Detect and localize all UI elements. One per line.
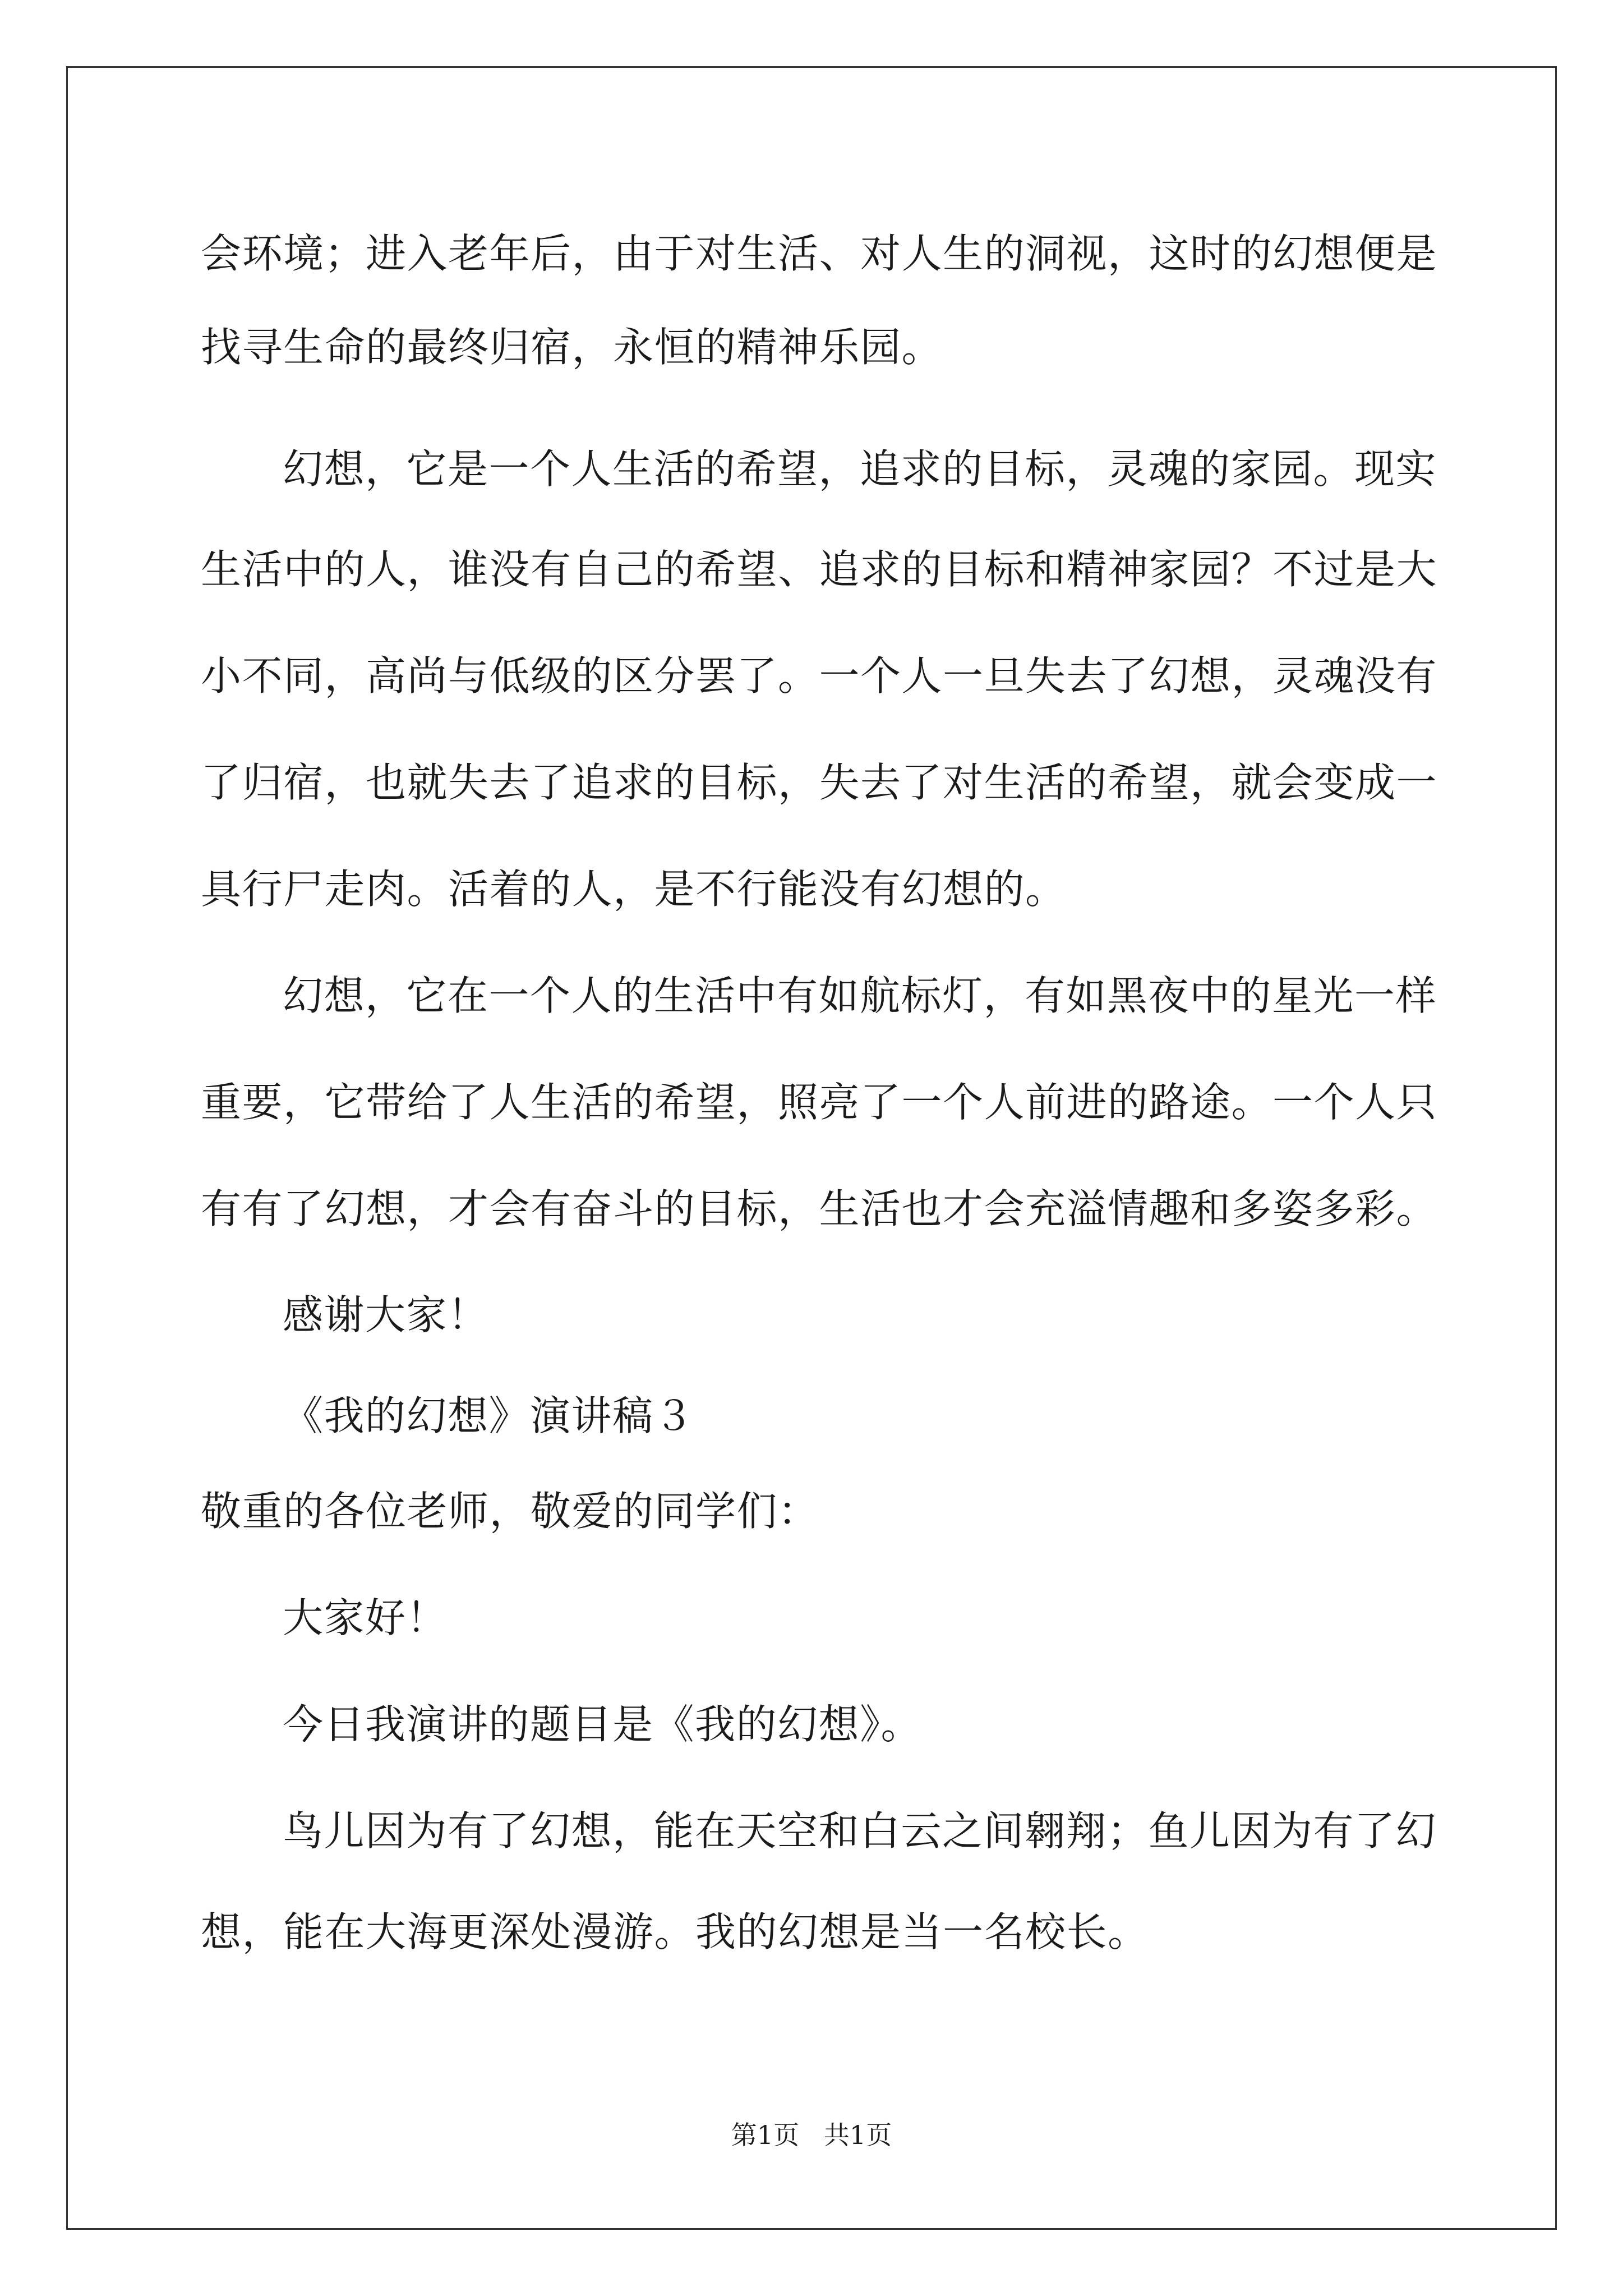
text-line: 生活中的人，谁没有自己的希望、追求的目标和精神家园？不过是大 xyxy=(201,546,1438,593)
text-line: 想，能在大海更深处漫游。我的幻想是当一名校长。 xyxy=(201,1908,1149,1955)
paragraph-start-line: 幻想，它是一个人生活的希望，追求的目标，灵魂的家园。现实 xyxy=(283,445,1437,493)
paragraph-start-line: 幻想，它在一个人的生活中有如航标灯，有如黑夜中的星光一样 xyxy=(283,972,1437,1019)
greeting-line: 大家好！ xyxy=(283,1594,448,1641)
closing-line: 感谢大家！ xyxy=(283,1291,489,1338)
text-line: 找寻生命的最终归宿，永恒的精神乐园。 xyxy=(201,324,943,371)
text-line: 具行尸走肉。活着的人，是不行能没有幻想的。 xyxy=(201,866,1067,913)
text-line: 会环境；进入老年后，由于对生活、对人生的洞视，这时的幻想便是 xyxy=(201,230,1438,277)
text-line: 重要，它带给了人生活的希望，照亮了一个人前进的路途。一个人只 xyxy=(201,1079,1438,1126)
text-line: 了归宿，也就失去了追求的目标，失去了对生活的希望，就会变成一 xyxy=(201,759,1438,806)
section-title: 《我的幻想》演讲稿３ xyxy=(283,1392,695,1439)
text-line: 小不同，高尚与低级的区分罢了。一个人一旦失去了幻想，灵魂没有 xyxy=(201,652,1438,700)
salutation-line: 敬重的各位老师，敬爱的同学们： xyxy=(201,1488,819,1535)
paragraph-start-line: 今日我演讲的题目是《我的幻想》。 xyxy=(283,1701,923,1748)
text-line: 有有了幻想，才会有奋斗的目标，生活也才会充溢情趣和多姿多彩。 xyxy=(201,1185,1438,1232)
page-number-footer: 第1页 共1页 xyxy=(731,2120,892,2150)
paragraph-start-line: 鸟儿因为有了幻想，能在天空和白云之间翱翔；鱼儿因为有了幻 xyxy=(283,1807,1437,1855)
